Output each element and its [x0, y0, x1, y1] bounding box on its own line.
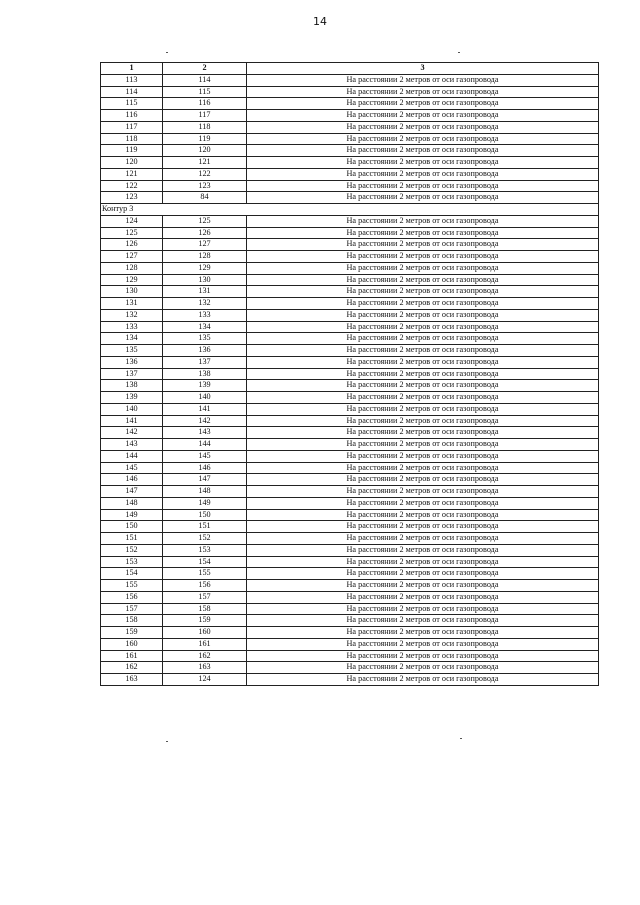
point-to-cell: 127: [163, 239, 247, 251]
description-cell: На расстоянии 2 метров от оси газопровода: [247, 591, 599, 603]
description-cell: На расстоянии 2 метров от оси газопровода: [247, 603, 599, 615]
description-cell: На расстоянии 2 метров от оси газопровода: [247, 486, 599, 498]
description-cell: На расстоянии 2 метров от оси газопровода: [247, 427, 599, 439]
point-from-cell: 143: [101, 439, 163, 451]
point-from-cell: 140: [101, 403, 163, 415]
point-from-cell: 138: [101, 380, 163, 392]
point-to-cell: 141: [163, 403, 247, 415]
table-row: [101, 509, 599, 521]
description-cell: На расстоянии 2 метров от оси газопровода: [247, 274, 599, 286]
table-row: [101, 568, 599, 580]
description-cell: На расстоянии 2 метров от оси газопровода: [247, 345, 599, 357]
description-cell: На расстоянии 2 метров от оси газопровода: [247, 368, 599, 380]
point-from-cell: 122: [101, 180, 163, 192]
table-row: [101, 474, 599, 486]
point-to-cell: 117: [163, 110, 247, 122]
point-from-cell: 146: [101, 474, 163, 486]
description-cell: На расстоянии 2 метров от оси газопровода: [247, 74, 599, 86]
point-to-cell: 162: [163, 650, 247, 662]
point-to-cell: 159: [163, 615, 247, 627]
point-from-cell: 129: [101, 274, 163, 286]
table-row: [101, 627, 599, 639]
point-from-cell: 148: [101, 497, 163, 509]
point-to-cell: 148: [163, 486, 247, 498]
point-to-cell: 158: [163, 603, 247, 615]
point-from-cell: 139: [101, 392, 163, 404]
point-from-cell: 133: [101, 321, 163, 333]
point-from-cell: 154: [101, 568, 163, 580]
table-row: [101, 603, 599, 615]
description-cell: На расстоянии 2 метров от оси газопровода: [247, 521, 599, 533]
point-from-cell: 161: [101, 650, 163, 662]
description-cell: На расстоянии 2 метров от оси газопровода: [247, 298, 599, 310]
table-row: [101, 227, 599, 239]
point-to-cell: 128: [163, 251, 247, 263]
description-cell: На расстоянии 2 метров от оси газопровода: [247, 180, 599, 192]
point-from-cell: 126: [101, 239, 163, 251]
description-cell: На расстоянии 2 метров от оси газопровода: [247, 415, 599, 427]
description-cell: На расстоянии 2 метров от оси газопровода: [247, 462, 599, 474]
point-from-cell: 118: [101, 133, 163, 145]
point-to-cell: 133: [163, 309, 247, 321]
point-to-cell: 156: [163, 580, 247, 592]
table-row: [101, 497, 599, 509]
table-row: [101, 239, 599, 251]
table-row: [101, 392, 599, 404]
table-row: [101, 251, 599, 263]
description-cell: На расстоянии 2 метров от оси газопровода: [247, 286, 599, 298]
point-to-cell: 123: [163, 180, 247, 192]
description-cell: На расстоянии 2 метров от оси газопровода: [247, 392, 599, 404]
table-row: [101, 544, 599, 556]
point-from-cell: 124: [101, 215, 163, 227]
description-cell: На расстоянии 2 метров от оси газопровода: [247, 650, 599, 662]
scan-speck: [458, 52, 460, 53]
column-header: 1: [101, 63, 163, 75]
point-to-cell: 149: [163, 497, 247, 509]
point-to-cell: 151: [163, 521, 247, 533]
table-row: [101, 286, 599, 298]
point-to-cell: 144: [163, 439, 247, 451]
table-row: [101, 486, 599, 498]
description-cell: На расстоянии 2 метров от оси газопровода: [247, 157, 599, 169]
table-row: [101, 356, 599, 368]
point-to-cell: 138: [163, 368, 247, 380]
table-row: [101, 450, 599, 462]
point-to-cell: 146: [163, 462, 247, 474]
description-cell: На расстоянии 2 метров от оси газопровода: [247, 168, 599, 180]
scan-speck: [166, 741, 168, 742]
description-cell: На расстоянии 2 метров от оси газопровода: [247, 509, 599, 521]
point-to-cell: 145: [163, 450, 247, 462]
point-to-cell: 136: [163, 345, 247, 357]
point-to-cell: 154: [163, 556, 247, 568]
table-row: [101, 462, 599, 474]
point-from-cell: 119: [101, 145, 163, 157]
point-to-cell: 142: [163, 415, 247, 427]
point-from-cell: 121: [101, 168, 163, 180]
point-from-cell: 163: [101, 674, 163, 686]
point-to-cell: 163: [163, 662, 247, 674]
table-row: [101, 98, 599, 110]
point-to-cell: 84: [163, 192, 247, 204]
point-to-cell: 126: [163, 227, 247, 239]
table-row: [101, 215, 599, 227]
description-cell: На расстоянии 2 метров от оси газопровода: [247, 192, 599, 204]
description-cell: На расстоянии 2 метров от оси газопровода: [247, 556, 599, 568]
point-to-cell: 155: [163, 568, 247, 580]
point-from-cell: 155: [101, 580, 163, 592]
point-from-cell: 160: [101, 638, 163, 650]
description-cell: На расстоянии 2 метров от оси газопровода: [247, 227, 599, 239]
register-table: [100, 62, 599, 686]
point-to-cell: 120: [163, 145, 247, 157]
table-row: [101, 380, 599, 392]
table-row: [101, 274, 599, 286]
table-row: [101, 615, 599, 627]
description-cell: На расстоянии 2 метров от оси газопровода: [247, 239, 599, 251]
point-to-cell: 139: [163, 380, 247, 392]
table-row: [101, 403, 599, 415]
point-to-cell: 119: [163, 133, 247, 145]
point-from-cell: 120: [101, 157, 163, 169]
point-to-cell: 150: [163, 509, 247, 521]
table-row: [101, 638, 599, 650]
point-from-cell: 113: [101, 74, 163, 86]
point-to-cell: 160: [163, 627, 247, 639]
point-from-cell: 157: [101, 603, 163, 615]
description-cell: На расстоянии 2 метров от оси газопровода: [247, 380, 599, 392]
point-to-cell: 131: [163, 286, 247, 298]
point-to-cell: 147: [163, 474, 247, 486]
point-from-cell: 149: [101, 509, 163, 521]
table-row: [101, 110, 599, 122]
point-to-cell: 121: [163, 157, 247, 169]
table-row: [101, 168, 599, 180]
point-from-cell: 130: [101, 286, 163, 298]
table-row: [101, 674, 599, 686]
point-from-cell: 158: [101, 615, 163, 627]
description-cell: На расстоянии 2 метров от оси газопровода: [247, 309, 599, 321]
description-cell: На расстоянии 2 метров от оси газопровода: [247, 262, 599, 274]
header-row: [101, 63, 599, 75]
point-to-cell: 122: [163, 168, 247, 180]
table-row: [101, 192, 599, 204]
scan-speck: [166, 52, 168, 53]
table-row: [101, 521, 599, 533]
point-from-cell: 150: [101, 521, 163, 533]
description-cell: На расстоянии 2 метров от оси газопровода: [247, 674, 599, 686]
point-from-cell: 136: [101, 356, 163, 368]
point-to-cell: 115: [163, 86, 247, 98]
point-to-cell: 134: [163, 321, 247, 333]
description-cell: На расстоянии 2 метров от оси газопровода: [247, 145, 599, 157]
table-row: [101, 86, 599, 98]
table-row: [101, 427, 599, 439]
point-from-cell: 123: [101, 192, 163, 204]
description-cell: На расстоянии 2 метров от оси газопровода: [247, 121, 599, 133]
description-cell: На расстоянии 2 метров от оси газопровода: [247, 439, 599, 451]
point-from-cell: 141: [101, 415, 163, 427]
table-row: [101, 333, 599, 345]
point-from-cell: 147: [101, 486, 163, 498]
table-row: [101, 368, 599, 380]
description-cell: На расстоянии 2 метров от оси газопровода: [247, 321, 599, 333]
table-row: [101, 133, 599, 145]
point-from-cell: 156: [101, 591, 163, 603]
table-row: [101, 262, 599, 274]
table-row: [101, 121, 599, 133]
description-cell: На расстоянии 2 метров от оси газопровода: [247, 356, 599, 368]
point-to-cell: 116: [163, 98, 247, 110]
description-cell: На расстоянии 2 метров от оси газопровода: [247, 615, 599, 627]
section-row: [101, 204, 599, 216]
point-to-cell: 140: [163, 392, 247, 404]
table-row: [101, 157, 599, 169]
table-row: [101, 321, 599, 333]
description-cell: На расстоянии 2 метров от оси газопровода: [247, 533, 599, 545]
point-from-cell: 134: [101, 333, 163, 345]
table-row: [101, 580, 599, 592]
point-to-cell: 153: [163, 544, 247, 556]
description-cell: На расстоянии 2 метров от оси газопровода: [247, 403, 599, 415]
description-cell: На расстоянии 2 метров от оси газопровода: [247, 568, 599, 580]
point-to-cell: 135: [163, 333, 247, 345]
point-to-cell: 152: [163, 533, 247, 545]
table-row: [101, 345, 599, 357]
point-from-cell: 152: [101, 544, 163, 556]
point-to-cell: 161: [163, 638, 247, 650]
point-from-cell: 153: [101, 556, 163, 568]
description-cell: На расстоянии 2 метров от оси газопровода: [247, 133, 599, 145]
table-row: [101, 439, 599, 451]
point-from-cell: 135: [101, 345, 163, 357]
point-from-cell: 131: [101, 298, 163, 310]
description-cell: На расстоянии 2 метров от оси газопровода: [247, 544, 599, 556]
table-row: [101, 74, 599, 86]
point-from-cell: 116: [101, 110, 163, 122]
description-cell: На расстоянии 2 метров от оси газопровода: [247, 450, 599, 462]
description-cell: На расстоянии 2 метров от оси газопровода: [247, 215, 599, 227]
description-cell: На расстоянии 2 метров от оси газопровода: [247, 98, 599, 110]
point-to-cell: 132: [163, 298, 247, 310]
table-body: [101, 74, 599, 685]
table-row: [101, 180, 599, 192]
table-row: [101, 556, 599, 568]
point-from-cell: 142: [101, 427, 163, 439]
description-cell: На расстоянии 2 метров от оси газопровода: [247, 580, 599, 592]
column-header: 2: [163, 63, 247, 75]
table-row: [101, 533, 599, 545]
column-header: 3: [247, 63, 599, 75]
point-to-cell: 124: [163, 674, 247, 686]
description-cell: На расстоянии 2 метров от оси газопровода: [247, 251, 599, 263]
point-to-cell: 130: [163, 274, 247, 286]
section-label: Контур 3: [101, 204, 599, 216]
description-cell: На расстоянии 2 метров от оси газопровода: [247, 474, 599, 486]
point-to-cell: 129: [163, 262, 247, 274]
table-row: [101, 591, 599, 603]
description-cell: На расстоянии 2 метров от оси газопровода: [247, 497, 599, 509]
description-cell: На расстоянии 2 метров от оси газопровода: [247, 86, 599, 98]
point-from-cell: 125: [101, 227, 163, 239]
point-from-cell: 132: [101, 309, 163, 321]
point-from-cell: 162: [101, 662, 163, 674]
point-from-cell: 137: [101, 368, 163, 380]
point-from-cell: 114: [101, 86, 163, 98]
point-from-cell: 151: [101, 533, 163, 545]
point-from-cell: 117: [101, 121, 163, 133]
page-number: 14: [313, 15, 327, 28]
point-from-cell: 145: [101, 462, 163, 474]
table-row: [101, 662, 599, 674]
table-row: [101, 650, 599, 662]
point-to-cell: 114: [163, 74, 247, 86]
table-row: [101, 415, 599, 427]
point-to-cell: 118: [163, 121, 247, 133]
point-to-cell: 137: [163, 356, 247, 368]
point-to-cell: 125: [163, 215, 247, 227]
table-row: [101, 298, 599, 310]
point-to-cell: 143: [163, 427, 247, 439]
point-from-cell: 128: [101, 262, 163, 274]
point-from-cell: 115: [101, 98, 163, 110]
description-cell: На расстоянии 2 метров от оси газопровода: [247, 638, 599, 650]
point-from-cell: 127: [101, 251, 163, 263]
table-row: [101, 145, 599, 157]
scan-speck: [460, 738, 462, 739]
point-from-cell: 144: [101, 450, 163, 462]
table-row: [101, 309, 599, 321]
point-to-cell: 157: [163, 591, 247, 603]
description-cell: На расстоянии 2 метров от оси газопровода: [247, 110, 599, 122]
point-from-cell: 159: [101, 627, 163, 639]
description-cell: На расстоянии 2 метров от оси газопровода: [247, 627, 599, 639]
description-cell: На расстоянии 2 метров от оси газопровода: [247, 662, 599, 674]
description-cell: На расстоянии 2 метров от оси газопровода: [247, 333, 599, 345]
